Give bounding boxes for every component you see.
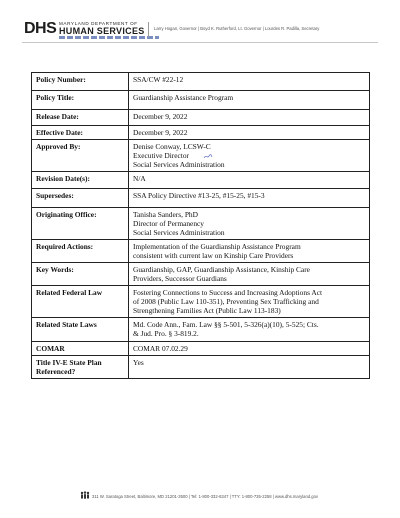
policy-row <box>32 91 370 110</box>
policy-field-value <box>129 140 370 172</box>
policy-field-label: Release Date: <box>32 110 129 126</box>
header-rule <box>22 42 378 43</box>
policy-field-label: Related State Laws <box>32 318 129 341</box>
policy-field-value <box>129 208 370 240</box>
policy-field-value <box>129 172 370 189</box>
policy-row <box>32 355 370 378</box>
policy-value-line: SSA Policy Directive #13-25, #15-25, #15-3 <box>133 191 265 201</box>
people-icon <box>80 491 90 499</box>
policy-value-line: Strengthening Families Act (Public Law 113-183) <box>133 306 281 316</box>
policy-field-value <box>129 91 370 110</box>
policy-field-label: Revision Date(s): <box>32 172 129 189</box>
policy-value-line: Social Services Administration <box>133 160 225 170</box>
policy-value-line: COMAR 07.02.29 <box>133 343 188 353</box>
policy-value-line: Director of Permanency <box>133 219 205 229</box>
policy-row <box>32 208 370 240</box>
signature-mark <box>203 153 213 160</box>
policy-field-value <box>129 263 370 286</box>
policy-field-value <box>129 110 370 126</box>
policy-field-label: Related Federal Law <box>32 286 129 318</box>
policy-value-line: SSA/CW #22-12 <box>133 75 184 84</box>
policy-field-label: Policy Number: <box>32 73 129 91</box>
policy-field-label: Approved By: <box>32 140 129 172</box>
policy-value-line: Implementation of the Guardianship Assistance Program <box>133 242 301 252</box>
policy-field-value <box>129 286 370 318</box>
policy-row <box>32 172 370 189</box>
policy-value-line: Md. Code Ann., Fam. Law §§ 5-501, 5-326(a)(10), 5-525; Cts. <box>133 320 319 330</box>
policy-value-line: December 9, 2022 <box>133 128 188 137</box>
policy-field-value <box>129 355 370 378</box>
letterhead <box>22 19 378 41</box>
dhs-logo <box>24 20 56 38</box>
policy-field-value <box>129 73 370 91</box>
policy-field-value <box>129 189 370 208</box>
policy-field-value <box>129 240 370 263</box>
department-name: HUMAN SERVICES <box>59 26 145 36</box>
policy-value-line: Guardianship, GAP, Guardianship Assistance, Kinship Care <box>133 265 310 275</box>
policy-row <box>32 189 370 208</box>
footer-address: 311 W. Saratoga Street, Baltimore, MD 21201-3500 | Tel: 1-800-332-6347 | TTY: 1-800-735-2258 | www.dhs.maryland.gov <box>92 494 319 499</box>
policy-value-line: Guardianship Assistance Program <box>133 93 234 102</box>
policy-value-line: Fostering Connections to Success and Increasing Adoptions Act <box>133 288 323 298</box>
policy-row <box>32 240 370 263</box>
policy-row <box>32 318 370 341</box>
policy-field-label: Supersedes: <box>32 189 129 208</box>
policy-field-label: Title IV-E State Plan Referenced? <box>32 355 129 378</box>
policy-field-value <box>129 318 370 341</box>
policy-field-label: Originating Office: <box>32 208 129 240</box>
department-name-top: MARYLAND DEPARTMENT OF <box>59 21 138 26</box>
policy-row <box>32 263 370 286</box>
policy-value-line: N/A <box>133 174 146 184</box>
dhs-logo-letters: DHS <box>24 20 57 37</box>
policy-field-label: Policy Title: <box>32 91 129 110</box>
policy-value-line: & Jud. Pro. § 3-819.2. <box>133 329 199 339</box>
policy-field-label: Effective Date: <box>32 126 129 140</box>
policy-field-label: Key Words: <box>32 263 129 286</box>
policy-value-line: consistent with current law on Kinship Care Providers <box>133 251 294 261</box>
policy-table <box>31 72 370 379</box>
policy-value-line: Providers, Successor Guardians <box>133 274 227 284</box>
policy-value-line: of 2008 (Public Law 110-351), Preventing Sex Trafficking and <box>133 297 319 307</box>
header-divider <box>148 22 149 37</box>
policy-row <box>32 286 370 318</box>
policy-row <box>32 126 370 140</box>
logo-tagline-stripe <box>59 36 159 39</box>
policy-field-value <box>129 341 370 355</box>
policy-row <box>32 140 370 172</box>
policy-value-line: Tanisha Sanders, PhD <box>133 210 198 220</box>
policy-row <box>32 110 370 126</box>
officials-line: Larry Hogan, Governor | Boyd K. Rutherford, Lt. Governor | Lourdes R. Padilla, Secretary <box>154 26 320 31</box>
policy-row <box>32 73 370 91</box>
policy-value-line: Social Services Administration <box>133 228 225 238</box>
policy-field-label: Required Actions: <box>32 240 129 263</box>
policy-value-line: December 9, 2022 <box>133 112 188 121</box>
policy-field-label: COMAR <box>32 341 129 355</box>
policy-value-line: Executive Director <box>133 151 365 160</box>
policy-value-line: Denise Conway, LCSW-C <box>133 142 211 152</box>
policy-value-line: Yes <box>133 357 144 367</box>
policy-row <box>32 341 370 355</box>
policy-field-value <box>129 126 370 140</box>
